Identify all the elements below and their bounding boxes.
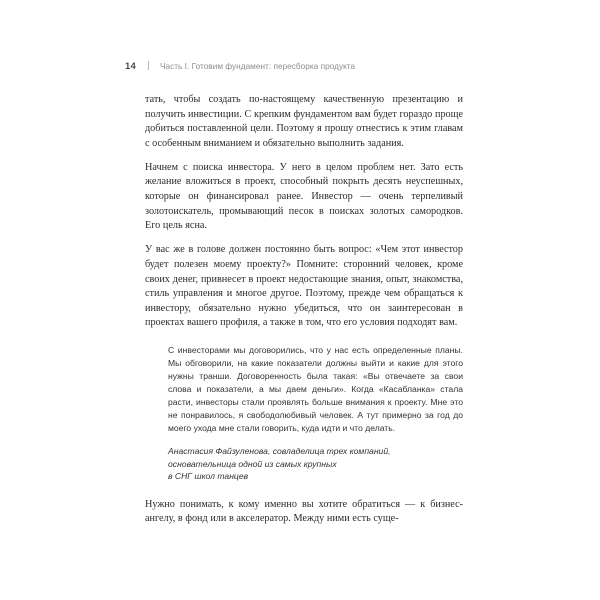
body-paragraph-2: Начнем с поиска инвестора. У него в целом проблем нет. Зато есть желание вложиться в проект, способный покрыть десять неуспешных, которые он финансировал ранее. Инвестор — очень терпеливый золотоискатель, промывающий песок в поисках золотых самородков. Его цель ясна. <box>145 161 463 232</box>
attribution-line-3: в СНГ школ танцев <box>168 471 249 482</box>
page-number: 14 <box>125 61 136 72</box>
running-head-title: Часть I. Готовим фундамент: пересборка продукта <box>159 62 356 71</box>
pull-quote-block <box>168 344 463 483</box>
running-head-separator-rule <box>148 61 149 70</box>
attribution-line-2: основательница одной из самых крупных <box>168 458 337 469</box>
body-paragraph-1: тать, чтобы создать по-настоящему качественную презентацию и получить инвестиции. С крепким фундаментом вам будет гораздо проще добиться поставленной цели. Поэтому я прошу отнестись к этим главам с особенным вниманием и обязательно выполнить задания. <box>145 94 463 149</box>
running-head <box>125 60 465 74</box>
text-column <box>145 93 463 527</box>
body-paragraph-4: Нужно понимать, к кому именно вы хотите обратиться — к бизнес-ангелу, в фонд или в акселератор. Между ними есть суще- <box>145 498 463 525</box>
body-paragraph-3: У вас же в голове должен постоянно быть вопрос: «Чем этот инвестор будет полезен моему проекту?» Помните: сторонний человек, кроме своих денег, привнесет в проект недостающие знания, опыт, знакомства, стиль управления и многое другое. Поэтому, прежде чем обращаться к инвестору, обязательно нужно убедиться, что он заинтересован в проектах вашего профиля, а также в том, что его условия подходят вам. <box>145 244 463 329</box>
pull-quote-text: С инвесторами мы договорились, что у нас есть определенные планы. Мы обговорили, на какие показатели должны выйти и какие для этого нужны транши. Договоренность была такая: «Вы отвечаете за свои слова и показатели, а мы даем деньги». Когда «Касабланка» стала расти, инвесторы стали проявлять больше внимания к проекту. Мне это не понравилось, я свободолюбивый человек. А тут примерно за год до моего ухода мне стали говорить, куда идти и что делать. <box>168 344 463 433</box>
pull-quote-attribution <box>168 445 463 483</box>
attribution-line-1: Анастасия Файзуленова, совладелица трех компаний, <box>168 445 391 456</box>
